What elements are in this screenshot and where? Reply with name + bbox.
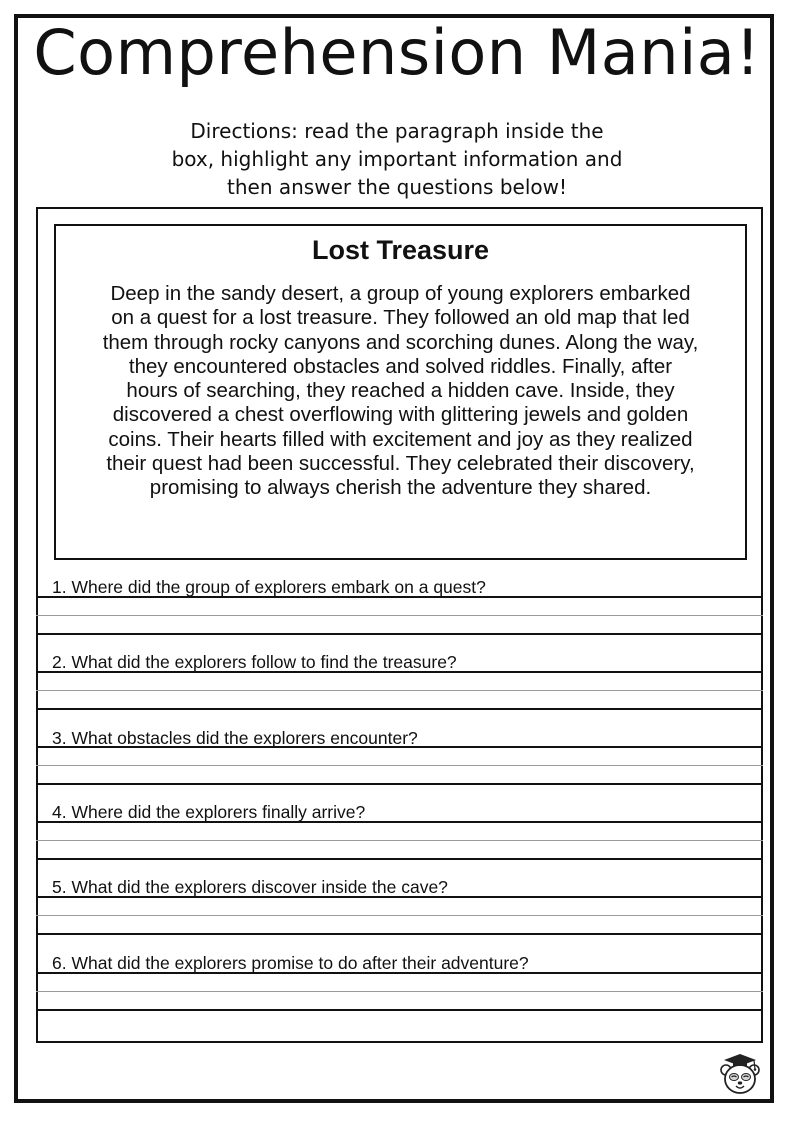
question-3: 3. What obstacles did the explorers encounter? [52,728,418,748]
answer-guide-line [36,690,763,691]
answer-line[interactable] [36,596,763,598]
directions-line: box, highlight any important information and [171,147,623,171]
story-paragraph [68,282,733,501]
answer-line[interactable] [36,633,763,635]
story-box [54,224,747,560]
answer-line[interactable] [36,972,763,974]
directions [160,117,634,201]
question-1: 1. Where did the group of explorers embark on a quest? [52,577,486,597]
question-6: 6. What did the explorers promise to do after their adventure? [52,953,529,973]
story-line: their quest had been successful. They celebrated their discovery, [106,452,695,476]
story-title: Lost Treasure [311,235,490,265]
answer-line[interactable] [36,708,763,710]
answer-line[interactable] [36,933,763,935]
answer-line[interactable] [36,1009,763,1011]
story-line: Deep in the sandy desert, a group of young explorers embarked [110,282,691,305]
answer-guide-line [36,765,763,766]
answer-line[interactable] [36,858,763,860]
story-line: promising to always cherish the adventure they shared. [149,476,652,500]
page-title: Comprehension Mania! [33,16,761,89]
answer-guide-line [36,915,763,916]
graduation-cap-mascot-icon [716,1050,764,1098]
question-4: 4. Where did the explorers finally arrive? [52,802,366,822]
story-line: discovered a chest overflowing with glittering jewels and golden [112,403,689,427]
story-line: them through rocky canyons and scorching dunes. Along the way, [102,330,699,354]
story-line: hours of searching, they reached a hidden cave. Inside, they [126,379,675,403]
answer-line[interactable] [36,821,763,823]
answer-guide-line [36,991,763,992]
story-line: coins. Their hearts filled with excitement and joy as they realized [108,427,693,451]
answer-line[interactable] [36,671,763,673]
answer-line[interactable] [36,746,763,748]
answer-guide-line [36,615,763,616]
question-5: 5. What did the explorers discover inside the cave? [52,877,448,897]
directions-line: then answer the questions below! [227,175,567,199]
answer-line[interactable] [36,896,763,898]
story-line: on a quest for a lost treasure. They followed an old map that led [111,306,690,330]
answer-line[interactable] [36,783,763,785]
story-line: they encountered obstacles and solved riddles. Finally, after [128,354,673,378]
answer-guide-line [36,840,763,841]
question-2: 2. What did the explorers follow to find the treasure? [52,652,457,672]
directions-line: Directions: read the paragraph inside the [190,119,604,143]
